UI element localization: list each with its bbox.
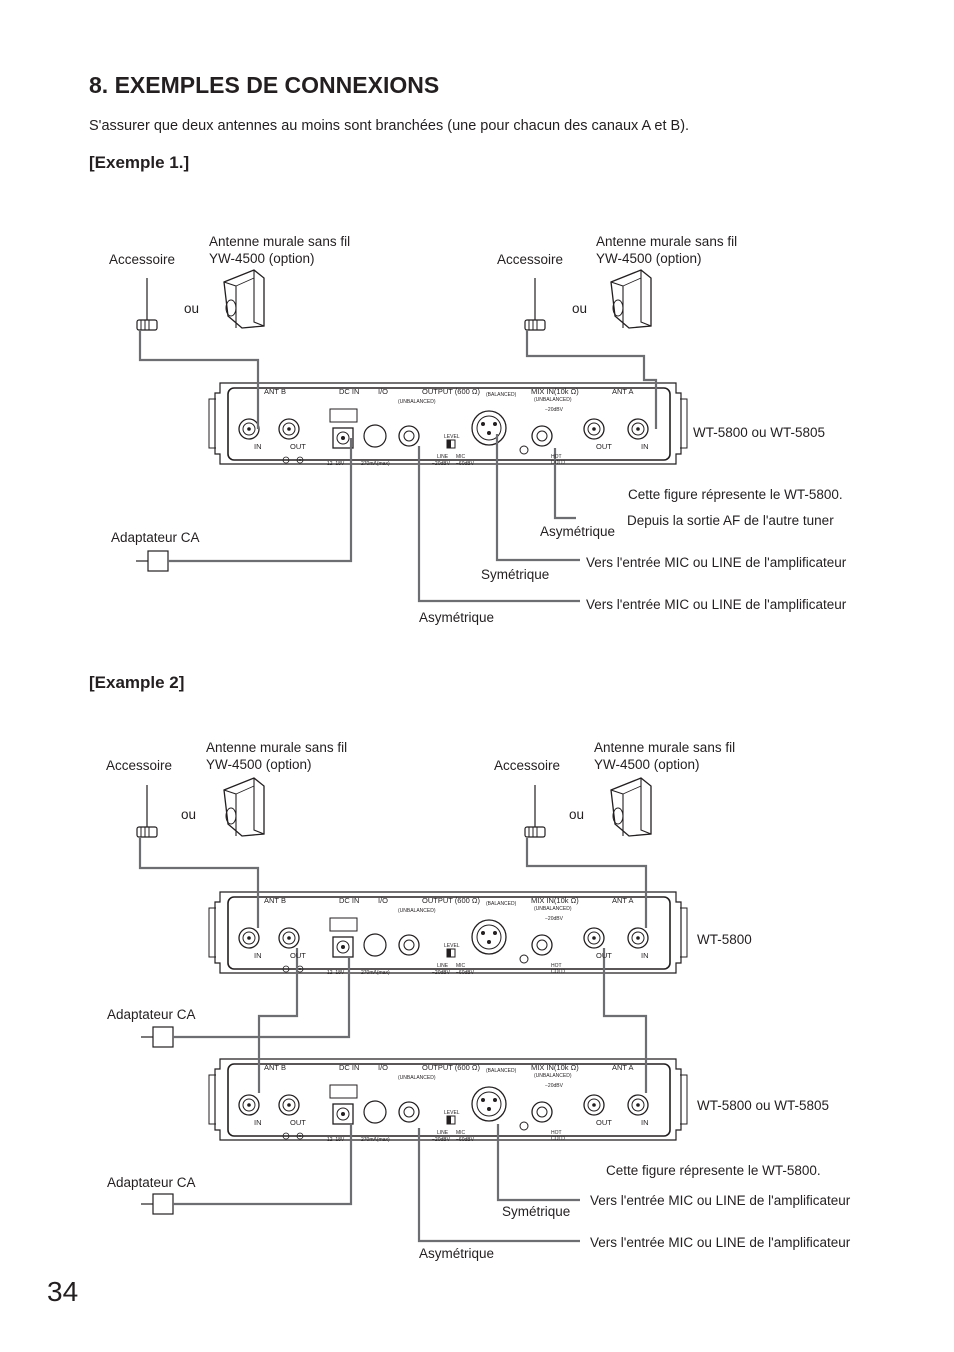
panel1-mix-unbalanced-label: (UNBALANCED) — [534, 397, 572, 403]
ex2-balanced-dest: Vers l'entrée MIC ou LINE de l'amplificateur — [590, 1193, 851, 1208]
panel1-power-label: 12‒18V — [327, 461, 345, 467]
ex1-balanced-dest: Vers l'entrée MIC ou LINE de l'amplificateur — [586, 555, 847, 570]
ex2-adapter-top-label: Adaptateur CA — [107, 1007, 196, 1022]
ex1-antenna-right-label-2: YW-4500 (option) — [596, 251, 702, 266]
panel3-level-label: LEVEL — [444, 1110, 460, 1116]
ex2-antenna-left-label-2: YW-4500 (option) — [206, 757, 312, 772]
panel3-dc-in-label: DC IN — [339, 1063, 360, 1072]
panel3-mic-level-label: −60dBV — [456, 1137, 474, 1143]
ex2-balanced-label: Symétrique — [502, 1204, 571, 1219]
example-1-heading: [Exemple 1.] — [89, 153, 190, 172]
panel3-mix-in-label: MIX IN(10k Ω) — [531, 1063, 579, 1072]
ex1-balanced-label: Symétrique — [481, 567, 550, 582]
panel3-in-b-label: IN — [254, 1118, 262, 1127]
panel1-in-a-label: IN — [641, 442, 649, 451]
panel2-mix-in-label: MIX IN(10k Ω) — [531, 896, 579, 905]
panel1-current-label: 270mA(max) — [361, 461, 390, 467]
panel3-unbalanced-label: (UNBALANCED) — [398, 1075, 436, 1081]
ex2-or-right: ou — [569, 807, 585, 822]
ex1-unbalanced-dest: Vers l'entrée MIC ou LINE de l'amplificateur — [586, 597, 847, 612]
ex2-unbalanced-label: Asymétrique — [419, 1246, 495, 1261]
panel3-line-level-label: −20dBV — [432, 1137, 450, 1143]
ex1-accessory-left-label: Accessoire — [109, 252, 176, 267]
ex1-accessory-right-label: Accessoire — [497, 252, 564, 267]
panel2-dc-in-label: DC IN — [339, 896, 360, 905]
ex2-antenna-left-label-1: Antenne murale sans fil — [206, 740, 348, 755]
ex1-or-left: ou — [184, 301, 200, 316]
panel2-out-a-label: OUT — [596, 951, 612, 960]
panel1-mix-in-label: MIX IN(10k Ω) — [531, 387, 579, 396]
panel2-hot-label: HOT — [551, 963, 562, 969]
ex2-unit-bottom-label: WT-5800 ou WT-5805 — [697, 1098, 830, 1113]
panel2-current-label: 270mA(max) — [361, 970, 390, 976]
page-title: 8. EXEMPLES DE CONNEXIONS — [89, 72, 440, 98]
ex1-adapter-label: Adaptateur CA — [111, 530, 200, 545]
ex1-or-right: ou — [572, 301, 588, 316]
panel1-output-label: OUTPUT (600 Ω) — [422, 387, 480, 396]
panel3-mic-label: MIC — [456, 1130, 466, 1136]
page-number: 34 — [47, 1276, 79, 1307]
ex1-antenna-left-label-2: YW-4500 (option) — [209, 251, 315, 266]
ex2-unit-top-label: WT-5800 — [697, 932, 752, 947]
panel2-ant-a-label: ANT A — [612, 896, 634, 905]
panel1-mic-label: MIC — [456, 454, 466, 460]
panel1-out-a-label: OUT — [596, 442, 612, 451]
panel1-in-b-label: IN — [254, 442, 262, 451]
panel3-ant-b-label: ANT B — [264, 1063, 286, 1072]
ex2-antenna-right-label-2: YW-4500 (option) — [594, 757, 700, 772]
example-2-heading: [Example 2] — [89, 673, 185, 692]
ex1-unbalanced-label: Asymétrique — [419, 610, 495, 625]
panel1-hot-label: HOT — [551, 454, 562, 460]
panel1-out-b-label: OUT — [290, 442, 306, 451]
panel1-mix-level-label: −20dBV — [545, 407, 563, 413]
panel2-cold-label: COLD — [551, 969, 565, 975]
ex1-figure-note: Cette figure répresente le WT-5800. — [628, 487, 843, 502]
ex2-unbalanced-dest: Vers l'entrée MIC ou LINE de l'amplificateur — [590, 1235, 851, 1250]
panel2-line-label: LINE — [437, 963, 449, 969]
ex1-antenna-left-label-1: Antenne murale sans fil — [209, 234, 351, 249]
panel1-level-label: LEVEL — [444, 434, 460, 440]
ex2-accessory-right-label: Accessoire — [494, 758, 561, 773]
panel3-mix-unbalanced-label: (UNBALANCED) — [534, 1073, 572, 1079]
ex1-asym-mix-label: Asymétrique — [540, 524, 616, 539]
ex1-antenna-right-label-1: Antenne murale sans fil — [596, 234, 738, 249]
panel2-mic-level-label: −60dBV — [456, 970, 474, 976]
panel1-line-label: LINE — [437, 454, 449, 460]
panel1-ant-b-label: ANT B — [264, 387, 286, 396]
panel1-dc-in-label: DC IN — [339, 387, 360, 396]
ex2-antenna-right-label-1: Antenne murale sans fil — [594, 740, 736, 755]
panel2-in-b-label: IN — [254, 951, 262, 960]
panel2-balanced-label: (BALANCED) — [486, 901, 517, 907]
panel3-output-label: OUTPUT (600 Ω) — [422, 1063, 480, 1072]
panel3-cold-label: COLD — [551, 1136, 565, 1142]
panel2-unbalanced-label: (UNBALANCED) — [398, 908, 436, 914]
panel3-current-label: 270mA(max) — [361, 1137, 390, 1143]
panel3-power-label: 12‒18V — [327, 1137, 345, 1143]
panel1-balanced-label: (BALANCED) — [486, 392, 517, 398]
panel1-line-level-label: −20dBV — [432, 461, 450, 467]
panel3-line-label: LINE — [437, 1130, 449, 1136]
panel3-ant-a-label: ANT A — [612, 1063, 634, 1072]
panel1-unbalanced-label: (UNBALANCED) — [398, 399, 436, 405]
panel2-ant-b-label: ANT B — [264, 896, 286, 905]
intro-text: S'assurer que deux antennes au moins sont branchées (une pour chacun des canaux A et B). — [89, 118, 690, 134]
ex2-figure-note: Cette figure répresente le WT-5800. — [606, 1163, 821, 1178]
panel2-level-label: LEVEL — [444, 943, 460, 949]
ex2-accessory-left-label: Accessoire — [106, 758, 173, 773]
ex1-unit-label: WT-5800 ou WT-5805 — [693, 425, 826, 440]
panel3-out-a-label: OUT — [596, 1118, 612, 1127]
ex1-af-source-label: Depuis la sortie AF de l'autre tuner — [627, 513, 834, 528]
ex2-or-left: ou — [181, 807, 197, 822]
panel2-out-b-label: OUT — [290, 951, 306, 960]
panel2-mic-label: MIC — [456, 963, 466, 969]
panel3-io-label: I/O — [378, 1063, 389, 1072]
panel1-ant-a-label: ANT A — [612, 387, 634, 396]
panel2-mix-unbalanced-label: (UNBALANCED) — [534, 906, 572, 912]
panel2-in-a-label: IN — [641, 951, 649, 960]
panel1-cold-label: COLD — [551, 460, 565, 466]
panel3-mix-level-label: −20dBV — [545, 1083, 563, 1089]
panel2-mix-level-label: −20dBV — [545, 916, 563, 922]
panel3-hot-label: HOT — [551, 1130, 562, 1136]
panel1-mic-level-label: −60dBV — [456, 461, 474, 467]
panel3-out-b-label: OUT — [290, 1118, 306, 1127]
panel3-in-a-label: IN — [641, 1118, 649, 1127]
panel2-io-label: I/O — [378, 896, 389, 905]
panel2-line-level-label: −20dBV — [432, 970, 450, 976]
panel3-balanced-label: (BALANCED) — [486, 1068, 517, 1074]
panel1-io-label: I/O — [378, 387, 389, 396]
ex2-adapter-bottom-label: Adaptateur CA — [107, 1175, 196, 1190]
panel2-power-label: 12‒18V — [327, 970, 345, 976]
panel2-output-label: OUTPUT (600 Ω) — [422, 896, 480, 905]
